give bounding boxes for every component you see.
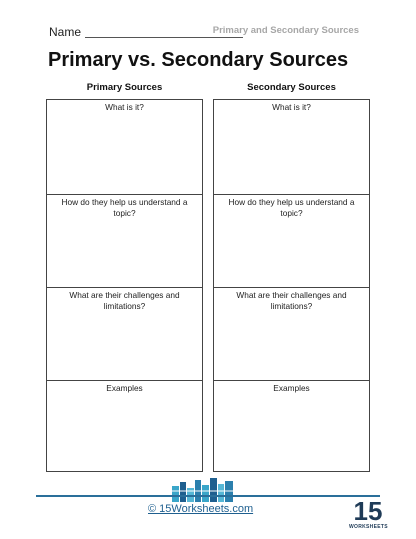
secondary-sources-column xyxy=(213,99,370,472)
primary-cell-what[interactable] xyxy=(47,100,202,195)
cell-question: Examples xyxy=(273,383,310,393)
secondary-cell-help[interactable] xyxy=(214,195,369,288)
cell-question: Examples xyxy=(106,383,143,393)
footer-divider xyxy=(36,495,380,497)
badge-word: WORKSHEETS xyxy=(349,524,388,530)
primary-sources-column xyxy=(46,99,203,472)
name-line[interactable] xyxy=(85,37,243,38)
secondary-column-heading: Secondary Sources xyxy=(247,82,336,93)
copyright-link[interactable]: © 15Worksheets.com xyxy=(148,503,254,515)
name-row xyxy=(49,24,359,42)
primary-cell-examples[interactable] xyxy=(47,381,202,471)
cell-question: What are their challenges and limitations? xyxy=(236,290,347,311)
cell-question: What is it? xyxy=(272,102,311,112)
page-title: Primary vs. Secondary Sources xyxy=(48,49,349,71)
cell-question: What are their challenges and limitations? xyxy=(69,290,180,311)
cell-question: How do they help us understand a topic? xyxy=(228,197,355,218)
name-label: Name xyxy=(49,25,82,39)
cell-question: How do they help us understand a topic? xyxy=(61,197,188,218)
primary-cell-challenges[interactable] xyxy=(47,288,202,381)
cell-question: What is it? xyxy=(105,102,144,112)
secondary-cell-what[interactable] xyxy=(214,100,369,195)
secondary-cell-challenges[interactable] xyxy=(214,288,369,381)
sheet-subtitle: Primary and Secondary Sources xyxy=(212,25,359,36)
worksheets-badge xyxy=(349,498,387,534)
books-logo-icon xyxy=(170,476,236,502)
secondary-cell-examples[interactable] xyxy=(214,381,369,471)
badge-number: 15 xyxy=(353,496,383,526)
primary-column-heading: Primary Sources xyxy=(86,82,163,93)
primary-cell-help[interactable] xyxy=(47,195,202,288)
